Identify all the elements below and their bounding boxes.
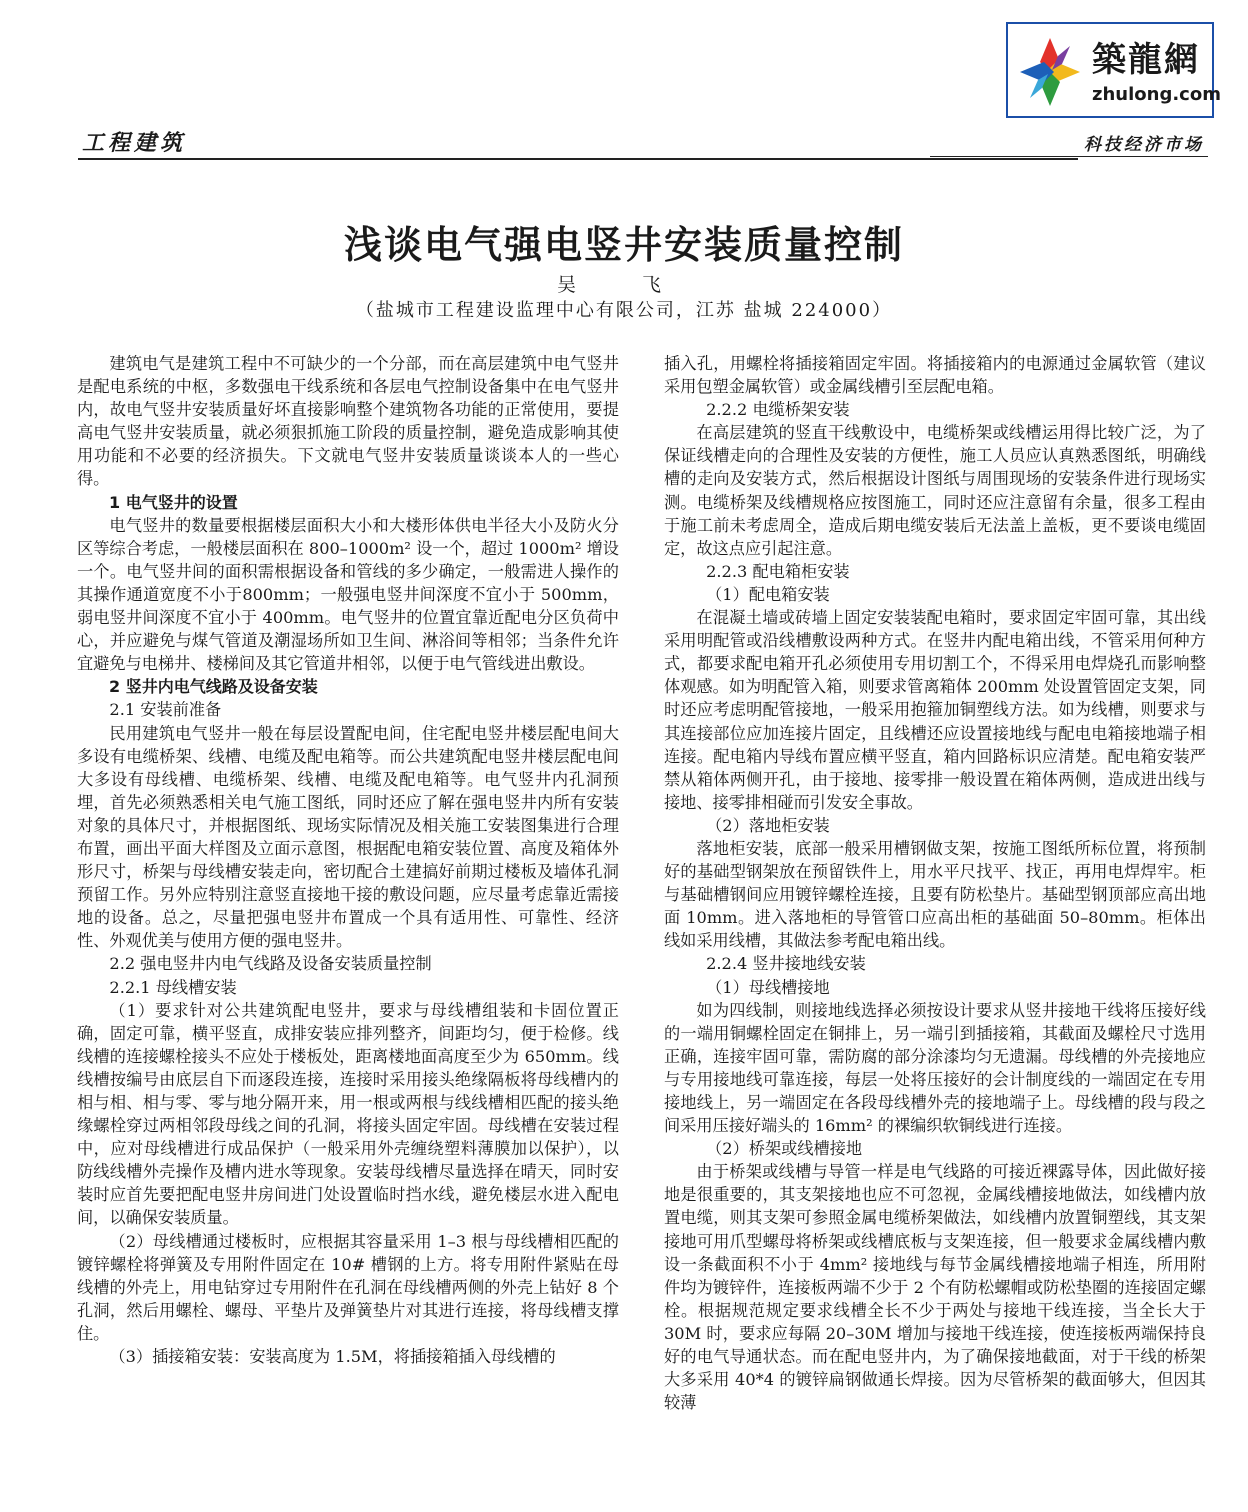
section-heading: （1）母线槽接地 [706,977,830,997]
header-divider [78,158,1078,160]
article-affiliation: （盐城市工程建设监理中心有限公司，江苏 盐城 224000） [355,300,893,321]
paragraph: （3）插接箱安装：安装高度为 1.5M，将插接箱插入母线槽的 [109,1347,556,1367]
section-heading: 2.1 安装前准备 [109,700,222,720]
paragraph: 如为四线制，则接地线选择必须按设计要求从竖井接地干线将压接好线的一端用铜螺栓固定在铜排上，另一端引到插接箱，其截面及螺栓尺寸选用正确，连接牢固可靠，需防腐的部分涂漆均匀无遗漏。母线槽的外壳接地应与专用接地线可靠连接，每层一处将压接好的会计制度线的一端固定在专用接地线上，另一端固定在各段母线槽外壳的接地端子上。母线槽的段与段之间采用压接好端头的 16mm² 的裸编织软铜线进行连接。 [664,1000,1206,1136]
paragraph: 建筑电气是建筑工程中不可缺少的一个分部，而在高层建筑中电气竖井是配电系统的中枢，多数强电干线系统和各层电气控制设备集中在电气竖井内，故电气竖井安装质量好坏直接影响整个建筑物各功能的正常使用，要提高电气竖井安装质量，就必须狠抓施工阶段的质量控制，避免造成影响其使用功能和不必要的经济损失。下文就电气竖井安装质量谈谈本人的一些心得。 [77,354,619,489]
section-heading: （1）配电箱安装 [706,584,830,604]
section-heading: 2.2 强电竖井内电气线路及设备安装质量控制 [109,954,432,974]
section-heading: 2.2.4 竖井接地线安装 [706,954,866,974]
paragraph: 落地柜安装，底部一般采用槽钢做支架，按施工图纸所标位置，将预制好的基础型钢架放在预留铁件上，用水平尺找平、找正，再用电焊焊牢。柜与基础槽钢间应用镀锌螺栓连接，且要有防松垫片。基础型钢顶部应高出地面 10mm。进入落地柜的导管管口应高出柜的基础面 50–80mm。柜体出线如采用线槽，其做法参考配电箱出线。 [664,838,1206,951]
pinwheel-logo-icon [1014,32,1086,112]
paragraph: 电气竖井的数量要根据楼层面积大小和大楼形体供电半径大小及防火分区等综合考虑，一般楼层面积在 800–1000m² 设一个，超过 1000m² 增设一个。电气竖井间的面积需根据设备和管线的多少确定，一般需进人操作的其操作通道宽度不小于800mm；一般强电竖井间深度不宜小于 500mm，弱电竖井间深度不宜小于 400mm。电气竖井的位置宜靠近配电分区负荷中心，并应避免与煤气管道及潮湿场所如卫生间、淋浴间等相邻；当条件允许宜避免与电梯井、楼梯间及其它管道井相邻，以便于电气管线进出敷设。 [77,515,619,674]
left-text-column [77,352,619,1368]
header-divider-right [930,156,1208,157]
logo-domain-text: zhulong.com [1092,84,1221,105]
article-title: 浅谈电气强电竖井安装质量控制 [343,223,904,267]
logo-chinese-text: 築龍網 [1092,40,1200,80]
section-heading: 1 电气竖井的设置 [109,492,238,512]
journal-name: 科技经济市场 [1084,135,1204,155]
section-heading: （2）桥架或线槽接地 [706,1139,863,1159]
paragraph: 插入孔，用螺栓将插接箱固定牢固。将插接箱内的电源通过金属软管（建议采用包塑金属软管）或金属线槽引至层配电箱。 [664,354,1206,397]
journal-section-label: 工程建筑 [82,131,187,156]
paragraph: 在高层建筑的竖直干线敷设中，电缆桥架或线槽运用得比较广泛，为了保证线槽走向的合理性及安装的方便性，施工人员应认真熟悉图纸，明确线槽的走向及安装方式，然后根据设计图纸与周围现场的安装条件进行现场实测。电缆桥架及线槽规格应按图施工，同时还应注意留有余量，很多工程由于施工前未考虑周全，造成后期电缆安装后无法盖上盖板，更不要谈电缆固定，故这点应引起注意。 [664,423,1206,558]
section-heading: 2.2.2 电缆桥架安装 [706,400,850,420]
section-heading: （2）落地柜安装 [706,815,830,835]
zhulong-logo [1006,22,1221,118]
section-heading: 2.2.1 母线槽安装 [109,977,237,997]
paragraph: 由于桥架或线槽与导管一样是电气线路的可接近裸露导体，因此做好接地是很重要的，其支架接地也应不可忽视，金属线槽接地做法，如线槽内放置电缆，则其支架可参照金属电缆桥架做法，如线槽内放置铜塑线，其支架接地可用爪型螺母将桥架或线槽底板与支架连接，但一般要求金属线槽内敷设一条截面积不小于 4mm² 接地线与每节金属线槽接地端子相连，所用附件均为镀锌件，连接板两端不少于 2 个有防松螺帽或防松垫圈的连接固定螺栓。根据规范规定要求线槽全长不少于两处与接地干线连接，当全长大于 30M 时，要求应每隔 20–30M 增加与接地干线连接，使连接板两端保持良好的电气导通状态。而在配电竖井内，为了确保接地截面，对于干线的桥架大多采用 40*4 的镀锌扁钢做通长焊接。因为尽管桥架的截面够大，但因其较薄 [664,1162,1206,1413]
article-author: 吴 飞 [556,274,692,296]
paragraph: 民用建筑电气竖井一般在每层设置配电间，住宅配电竖井楼层配电间大多设有电缆桥架、线槽、电缆及配电箱等。而公共建筑配电竖井楼层配电间大多设有母线槽、电缆桥架、线槽、电缆及配电箱等。电气竖井内孔洞预埋，首先必须熟悉相关电气施工图纸，同时还应了解在强电竖井内所有安装对象的具体尺寸，并根据图纸、现场实际情况及相关施工安装图集进行合理布置，画出平面大样图及立面示意图，根据配电箱安装位置、高度及箱体外形尺寸，桥架与母线槽安装走向，密切配合土建搞好前期过楼板及墙体孔洞预留工作。另外应特别注意竖直接地干接的敷设问题，应尽量考虑靠近需接地的设备。总之，尽量把强电竖井布置成一个具有适用性、可靠性、经济性、外观优美与使用方便的强电竖井。 [77,723,619,951]
section-heading: 2.2.3 配电箱柜安装 [706,561,850,581]
paragraph: 在混凝土墙或砖墙上固定安装装配电箱时，要求固定牢固可靠，其出线采用明配管或沿线槽敷设两种方式。在竖井内配电箱出线，不管采用何种方式，都要求配电箱开孔必须使用专用切割工个，不得采用电焊烧孔而影响整体观感。如为明配管入箱，则要求管离箱体 200mm 处设置管固定支架，同时还应考虑明配管接地，一般采用抱箍加铜塑线方法。如为线槽，则要求与其连接部位应加连接片固定，且线槽还应设置接地线与配电电箱接地端子相连接。配电箱内导线布置应横平竖直，箱内回路标识应清楚。配电箱安装严禁从箱体两侧开孔，由于接地、接零排一般设置在箱体两侧，造成进出线与接地、接零排相碰而引发安全事故。 [664,608,1206,812]
paragraph: （1）要求针对公共建筑配电竖井，要求与母线槽组装和卡固位置正确，固定可靠，横平竖直，成排安装应排列整齐，间距均匀，便于检修。线线槽的连接螺栓接头不应处于楼板处，距离楼地面高度至少为 650mm。线线槽按编号由底层自下而逐段连接，连接时采用接头绝缘隔板将母线槽内的相与相、相与零、零与地分隔开来，用一根或两根与线线槽相匹配的接头绝缘螺栓穿过两相邻段母线之间的孔洞，将接头固定牢固。母线槽在安装过程中，应对母线槽进行成品保护（一般采用外壳缠绕塑料薄膜加以保护），以防线线槽外壳操作及槽内进水等现象。安装母线槽尽量选择在晴天，同时安装时应首先要把配电竖井房间进门处设置临时挡水线，避免楼层水进入配电间，以确保安装质量。 [77,1000,619,1228]
section-heading: 2 竖井内电气线路及设备安装 [109,677,318,697]
right-text-column [664,352,1206,1414]
paragraph: （2）母线槽通过楼板时，应根据其容量采用 1–3 根与母线槽相匹配的镀锌螺栓将弹簧及专用附件固定在 10# 槽钢的上方。将专用附件紧贴在母线槽的外壳上，用电钻穿过专用附件在孔洞在母线槽两侧的外壳上钻好 8 个孔洞，然后用螺栓、螺母、平垫片及弹簧垫片对其进行连接，将母线槽支撑住。 [77,1231,619,1343]
